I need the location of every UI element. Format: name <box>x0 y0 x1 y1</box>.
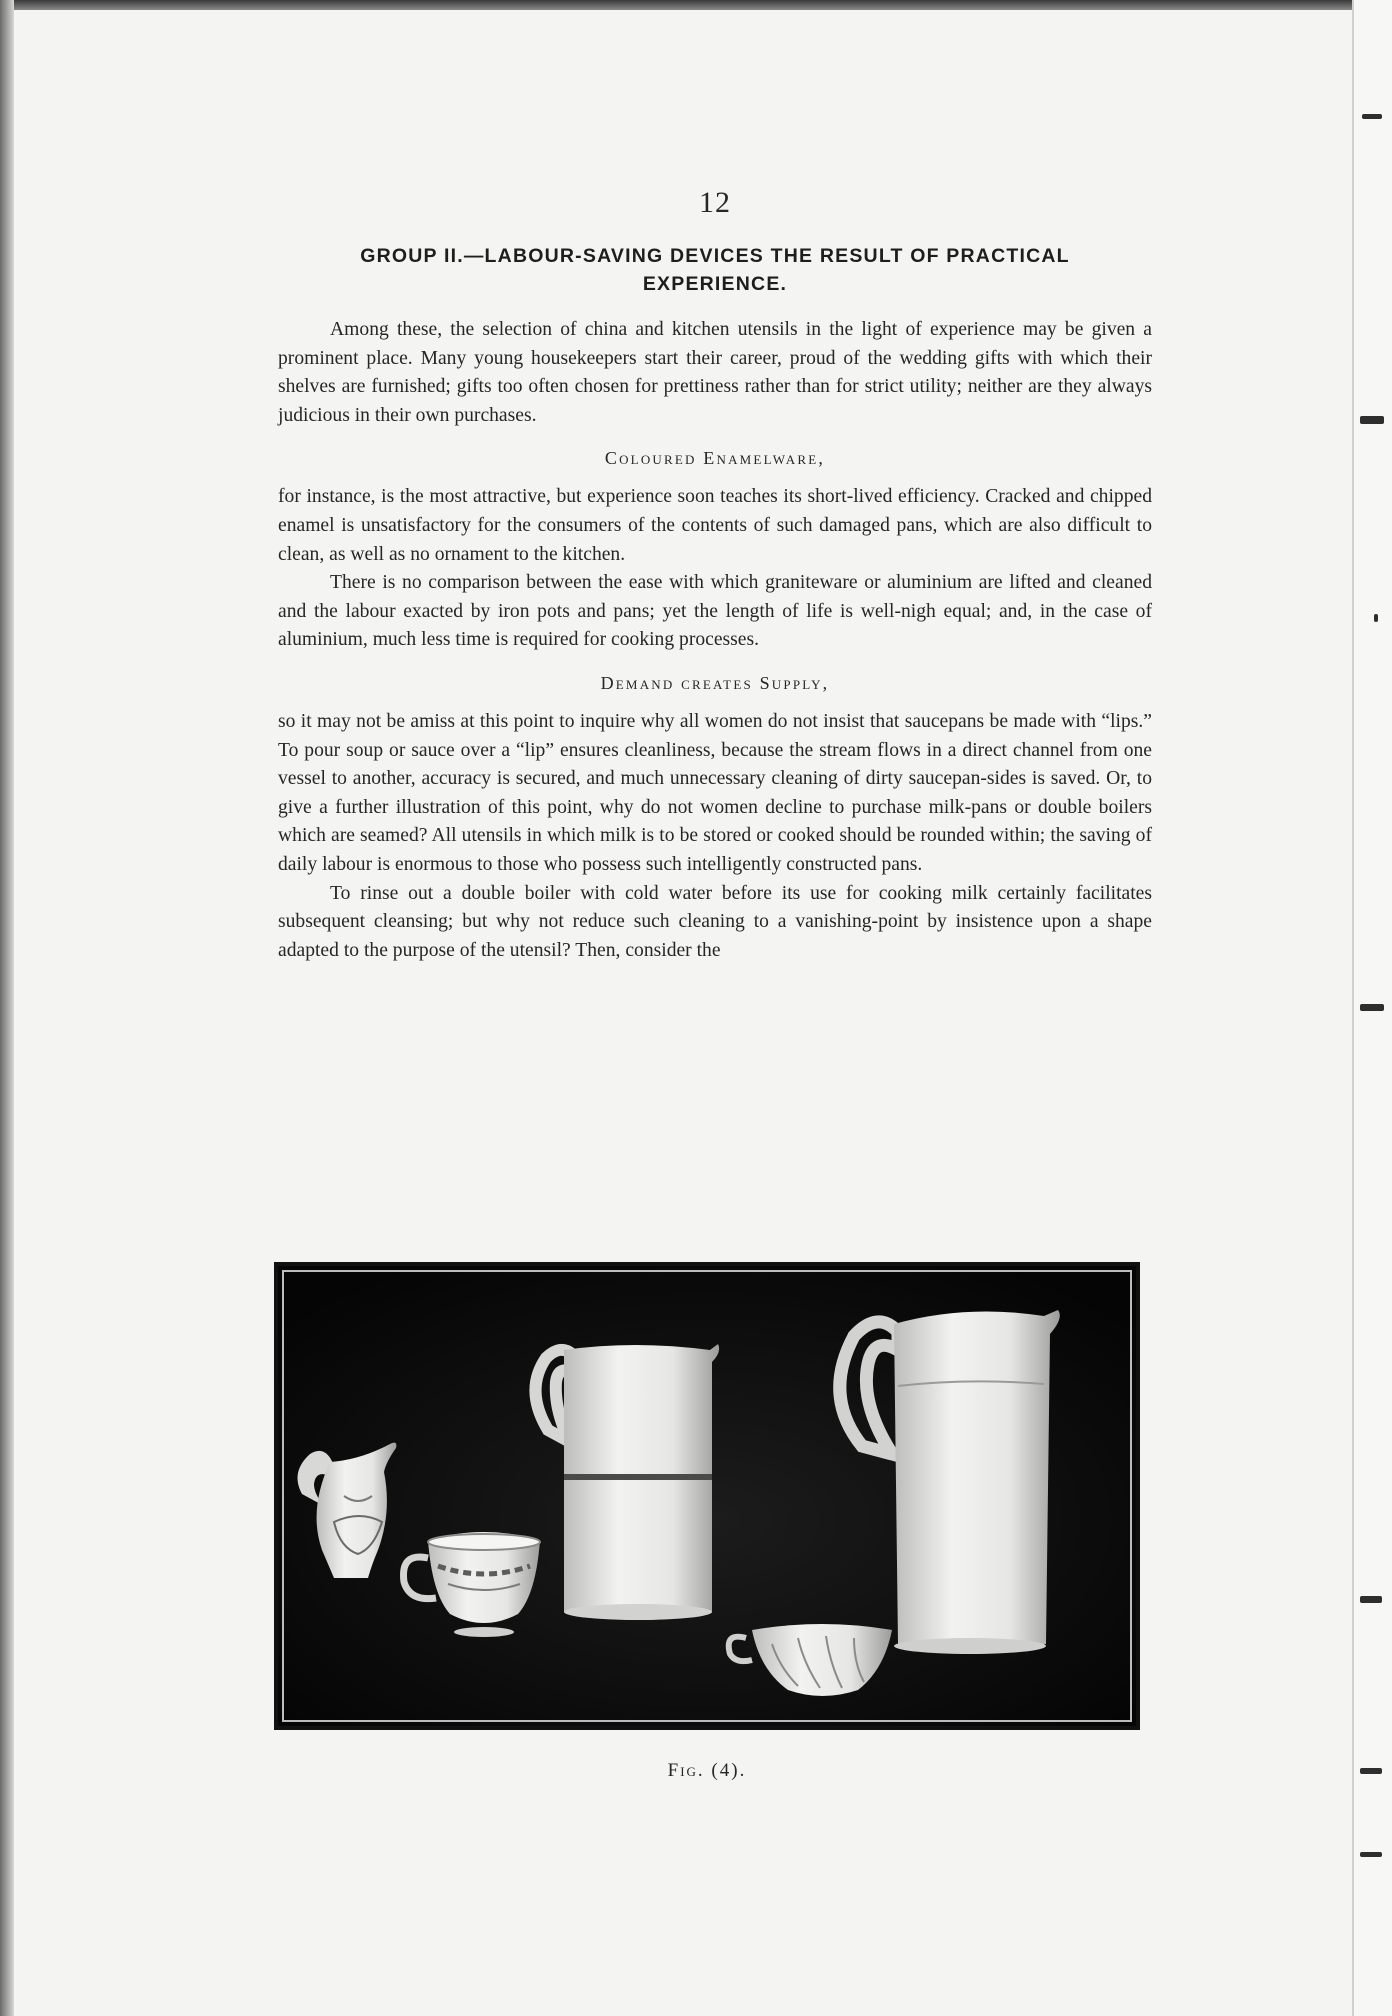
subheading-demand: Demand creates Supply, <box>600 672 830 693</box>
china-utensils-illustration <box>278 1266 1136 1726</box>
edge-mark <box>1374 614 1378 622</box>
scan-top-edge <box>0 0 1392 10</box>
scan-left-edge <box>0 0 14 2016</box>
paragraph-rinse: To rinse out a double boiler with cold water before its use for cooking milk certainly facilitates subsequent cleansing; but why not reduce such cleaning to a vanishing-point by insistence upon a shape adapted to the purpose of the utensil? Then, consider the <box>278 882 1152 961</box>
section-heading-line-1: GROUP II.—LABOUR-SAVING DEVICES THE RESULT OF PRACTICAL <box>360 245 1070 267</box>
section-heading-line-2: EXPERIENCE. <box>642 273 788 295</box>
edge-mark <box>1360 1768 1382 1774</box>
edge-mark <box>1360 1004 1384 1011</box>
edge-mark <box>1360 1852 1382 1857</box>
edge-mark <box>1362 114 1382 119</box>
page-number: 12 <box>699 186 731 219</box>
edge-mark <box>1360 416 1384 424</box>
page-content <box>278 186 1152 965</box>
figure-photograph <box>274 1262 1140 1730</box>
paragraph-intro: Among these, the selection of china and kitchen utensils in the light of experience may be given a prominent place. Many young housekeepers start their career, proud of the wedding gifts with which their shelves are furnished; gifts too often chosen for prettiness rather than for strict utility; neither are they always judicious in their own purchases. <box>278 319 1152 426</box>
section-heading <box>278 242 1152 298</box>
subheading-enamelware: Coloured Enamelware, <box>604 448 826 469</box>
paragraph-demand: so it may not be amiss at this point to inquire why all women do not insist that saucepans be made with “lips.” To pour soup or sauce over a “lip” ensures cleanliness, because the stream flows in a direct channel from one vessel to another, accuracy is secured, and much unnecessary cleaning of dirty saucepan-sides is saved. Or, to give a further illustration of this point, why do not women decline to purchase milk-pans or double boilers which are seamed? All utensils in which milk is to be stored or cooked should be rounded within; the saving of daily labour is enormous to those who possess such intelligently constructed pans. <box>278 710 1152 875</box>
paragraph-graniteware: There is no comparison between the ease with which graniteware or aluminium are lifted and cleaned and the labour exacted by iron pots and pans; yet the length of life is well-nigh equal; and, in the case of aluminium, much less time is required for cooking processes. <box>278 572 1152 651</box>
edge-mark <box>1360 1596 1382 1603</box>
figure-caption: Fig. (4). <box>667 1760 747 1781</box>
paragraph-enamel: for instance, is the most attractive, but experience soon teaches its short-lived efficiency. Cracked and chipped enamel is unsatisfactory for the consumers of the contents of such damaged pans, which are also difficult to clean, as well as no ornament to the kitchen. <box>278 486 1152 565</box>
scan-right-edge <box>1352 0 1392 2016</box>
